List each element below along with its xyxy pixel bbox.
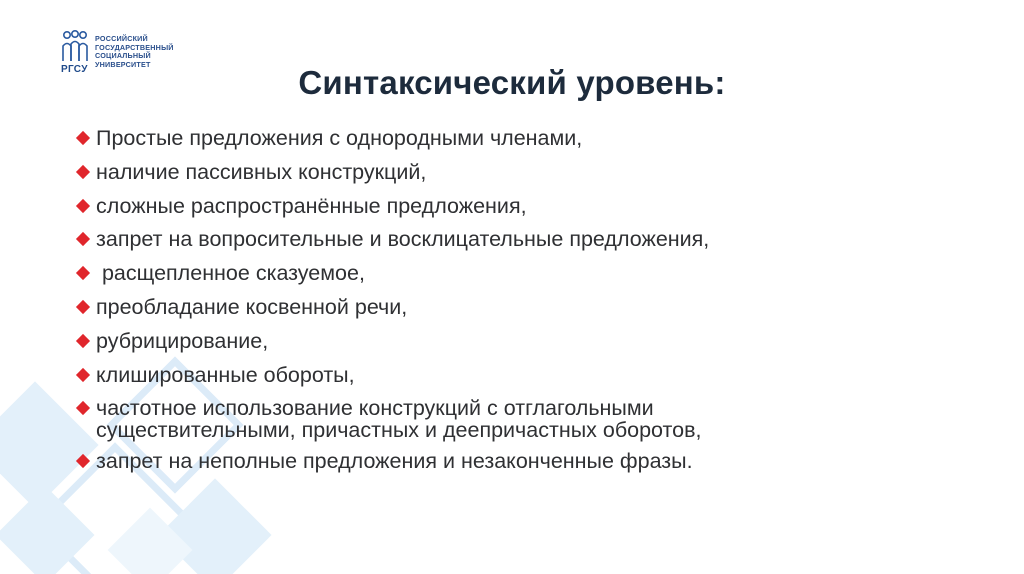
bullet-diamond-icon [76,266,90,280]
bullet-item [75,127,975,149]
bullet-diamond-icon [76,368,90,382]
bullet-item [75,262,975,284]
bullet-diamond-icon [76,401,90,415]
bullet-list [75,127,975,484]
bullet-diamond-icon [76,334,90,348]
logo-line: УНИВЕРСИТЕТ [95,59,151,69]
deco-diamond [0,486,94,574]
logo-line: РОССИЙСКИЙ [95,34,148,43]
bullet-diamond-icon [76,131,90,145]
bullet-item [75,364,975,386]
bullet-text: запрет на неполные предложения и незаконченные фразы. [96,449,693,474]
bullet-text: рубрицирование, [96,328,269,353]
bullet-text: наличие пассивных конструкций, [96,159,427,184]
bullet-text: клишированные обороты, [96,362,355,387]
logo-line: ГОСУДАРСТВЕННЫЙ [95,42,174,52]
bullet-item [75,397,975,441]
logo-abbreviation: РГСУ [61,64,88,75]
bullet-item [75,450,975,472]
bullet-text: расщепленное сказуемое, [96,261,365,286]
slide-title: Синтаксический уровень: [298,64,726,101]
logo-line: СОЦИАЛЬНЫЙ [95,51,151,61]
bullet-text: запрет на вопросительные и восклицательные предложения, [96,227,710,252]
bullet-text: сложные распространённые предложения, [96,193,527,218]
bullet-text: Простые предложения с однородными членами, [96,126,583,150]
bullet-diamond-icon [76,199,90,213]
bullet-item [75,161,975,183]
bullet-diamond-icon [76,454,90,468]
bullet-item [75,195,975,217]
bullet-item [75,296,975,318]
bullet-text: преобладание косвенной речи, [96,294,408,319]
bullet-diamond-icon [76,300,90,314]
bullet-diamond-icon [76,165,90,179]
bullet-item [75,228,975,250]
bullet-diamond-icon [76,232,90,246]
bullet-text: частотное использование конструкций с отглагольными существительными, причастных и деепричастных оборотов, [96,396,702,443]
bullet-item [75,330,975,352]
